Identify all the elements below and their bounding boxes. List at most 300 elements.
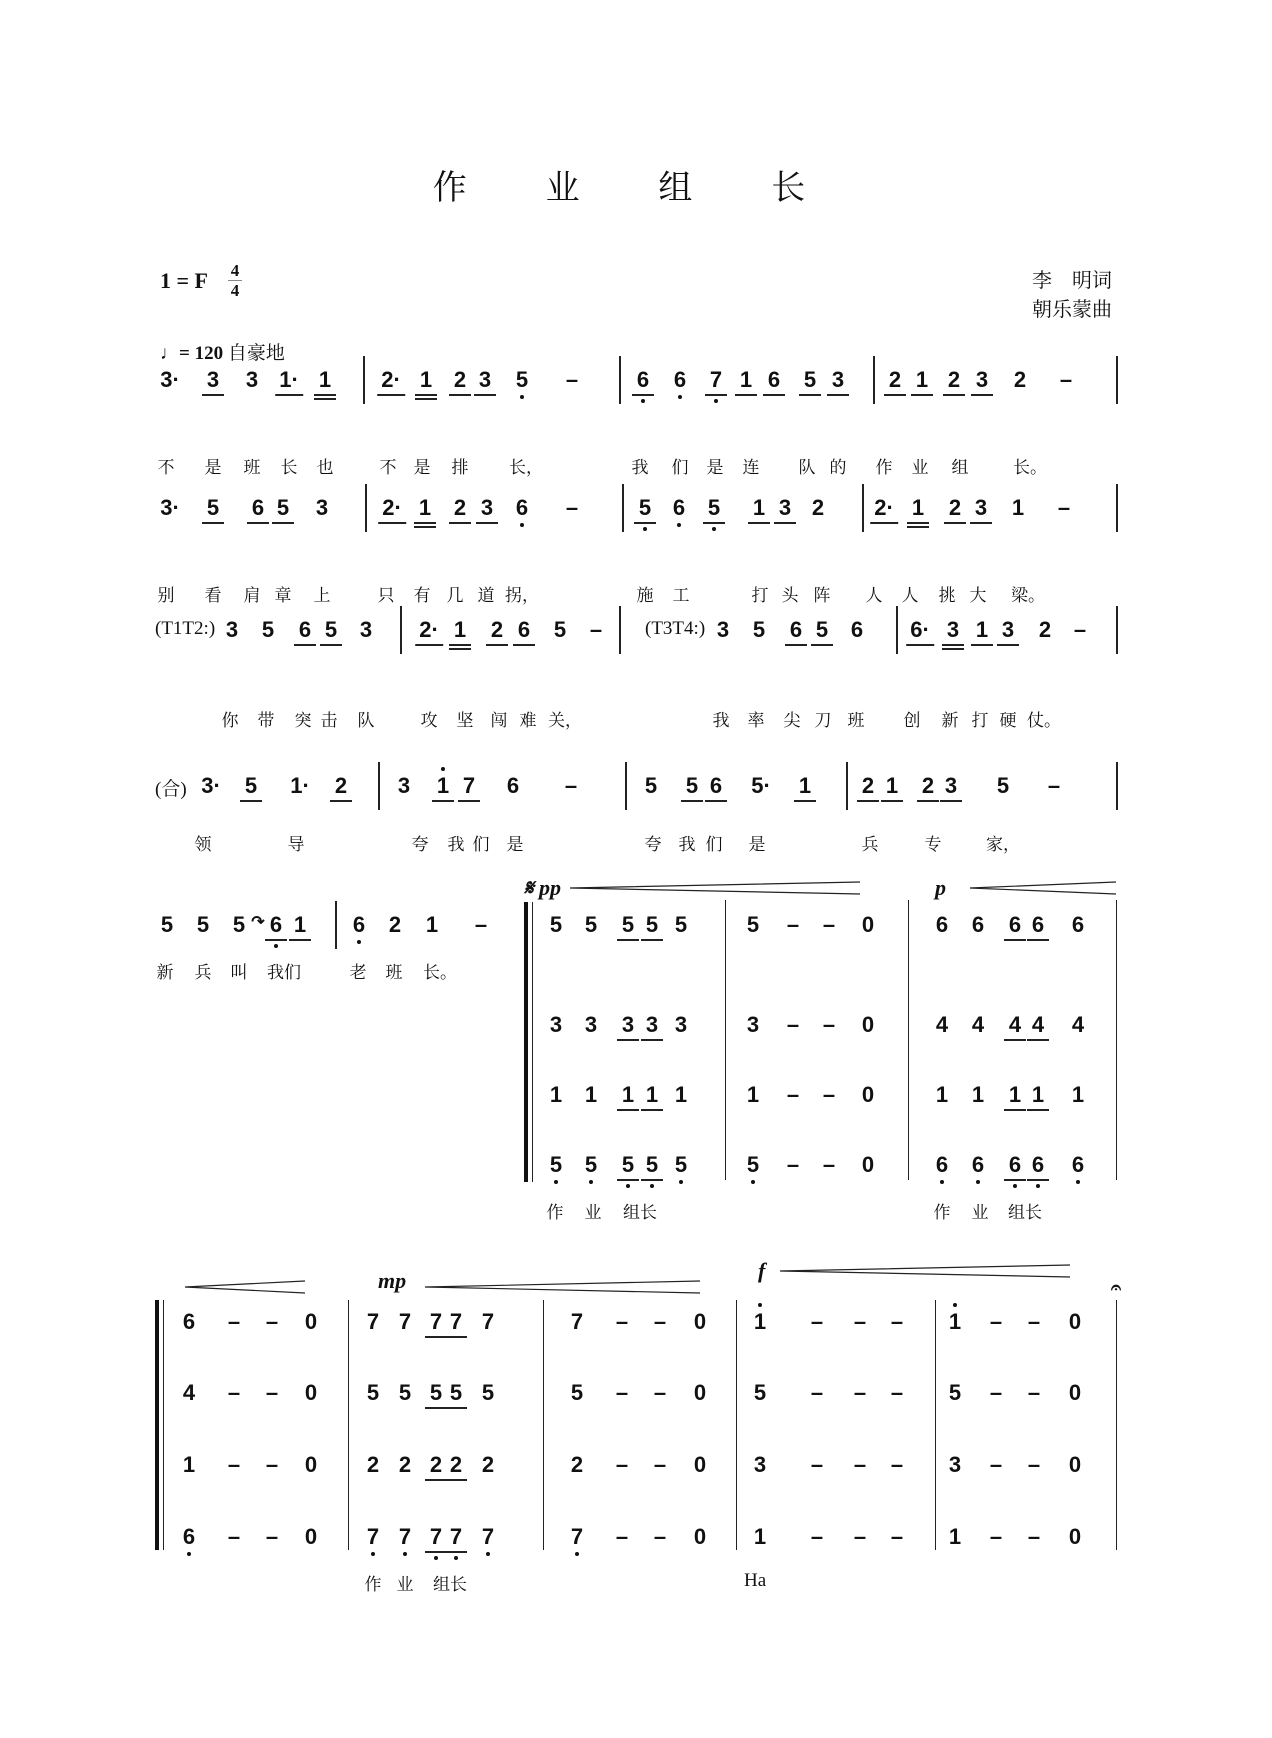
low-octave-dot	[940, 1180, 944, 1184]
lyric: 工	[672, 586, 690, 606]
note: 1	[621, 1082, 635, 1107]
note: 3·	[201, 773, 221, 798]
note: –	[822, 1152, 836, 1177]
note: 1	[915, 367, 929, 392]
lyric: 刀	[814, 711, 832, 731]
note: 6	[1008, 912, 1022, 937]
note: –	[853, 1524, 867, 1549]
note: 2	[481, 1452, 495, 1477]
lyric: 排	[451, 458, 469, 478]
crescendo-hairpin	[570, 881, 860, 895]
lyric: 队	[357, 711, 375, 731]
note: 1	[318, 367, 332, 392]
note: 5	[803, 367, 817, 392]
note: –	[227, 1452, 241, 1477]
note: 3	[245, 367, 259, 392]
barline	[1116, 1300, 1117, 1550]
low-octave-dot	[679, 1180, 683, 1184]
note: 6	[636, 367, 650, 392]
note: 1	[584, 1082, 598, 1107]
note: 5	[160, 912, 174, 937]
note: –	[265, 1309, 279, 1334]
lyric: 长。	[423, 963, 457, 983]
lyric: 业	[971, 1203, 989, 1223]
note: 1	[911, 495, 925, 520]
note: 3	[1001, 617, 1015, 642]
note: –	[653, 1452, 667, 1477]
note: –	[822, 1012, 836, 1037]
low-octave-dot	[751, 1180, 755, 1184]
note: 5	[644, 773, 658, 798]
note: 1	[453, 617, 467, 642]
note: 5	[481, 1380, 495, 1405]
note: –	[564, 773, 578, 798]
note: 2	[429, 1452, 443, 1477]
note: 6	[298, 617, 312, 642]
note: 1	[418, 495, 432, 520]
system-line	[532, 902, 533, 1182]
note: –	[822, 1082, 836, 1107]
barline	[725, 900, 726, 1180]
lyric: 也	[316, 458, 334, 478]
note: 0	[693, 1452, 707, 1477]
low-octave-dot	[712, 527, 716, 531]
note: –	[989, 1309, 1003, 1334]
note: –	[265, 1524, 279, 1549]
note: 4	[182, 1380, 196, 1405]
lyric: 夸	[644, 835, 662, 855]
note: 0	[693, 1524, 707, 1549]
note: 6	[506, 773, 520, 798]
note: 6	[767, 367, 781, 392]
note: 0	[861, 1012, 875, 1037]
note: 2	[811, 495, 825, 520]
lyric: 家，	[986, 835, 1020, 855]
note: 7	[429, 1524, 443, 1549]
note: 5	[570, 1380, 584, 1405]
note: –	[1047, 773, 1061, 798]
note: 7	[398, 1524, 412, 1549]
lyric: 我	[447, 835, 465, 855]
lyric: 打	[751, 586, 769, 606]
note: –	[822, 912, 836, 937]
arrow-icon: ↷	[251, 914, 265, 931]
lyric: 叫	[230, 963, 248, 983]
low-octave-dot	[575, 1552, 579, 1556]
note: 1	[975, 617, 989, 642]
lyric: 导	[287, 835, 305, 855]
lyric: 肩	[243, 586, 261, 606]
note: 2	[449, 1452, 463, 1477]
low-octave-dot	[520, 395, 524, 399]
lyric: 不	[379, 458, 397, 478]
barline	[378, 762, 380, 810]
lyric: 挑	[938, 586, 956, 606]
voice-label: (T3T4:)	[645, 618, 706, 639]
lyric: 组	[951, 458, 969, 478]
note: 7	[481, 1309, 495, 1334]
lyric: 作	[933, 1203, 951, 1223]
note: 2	[947, 367, 961, 392]
note: 3	[225, 617, 239, 642]
dynamic-f: f	[758, 1258, 766, 1283]
note: 6	[515, 495, 529, 520]
note: 2·	[381, 367, 401, 392]
low-octave-dot	[403, 1552, 407, 1556]
crescendo-hairpin	[185, 1280, 305, 1294]
note: 3·	[160, 495, 180, 520]
low-octave-dot	[187, 1552, 191, 1556]
note: 5	[707, 495, 721, 520]
low-octave-dot	[486, 1552, 490, 1556]
note: 6	[935, 912, 949, 937]
lyric: 组长	[623, 1203, 657, 1223]
lyric: 我	[712, 711, 730, 731]
lyric: 头	[781, 586, 799, 606]
note: –	[786, 1012, 800, 1037]
lyric: 是	[706, 458, 724, 478]
note: 2·	[419, 617, 439, 642]
note: 3	[549, 1012, 563, 1037]
lyric: 长。	[1013, 458, 1047, 478]
note: 5	[674, 1152, 688, 1177]
note: 3	[948, 1452, 962, 1477]
low-octave-dot	[641, 399, 645, 403]
song-title: 作 业 组 长	[432, 168, 840, 208]
note: 5	[645, 912, 659, 937]
note: 7	[398, 1309, 412, 1334]
low-octave-dot	[554, 1180, 558, 1184]
note: 5	[584, 1152, 598, 1177]
note: 2	[453, 495, 467, 520]
note: 2	[1013, 367, 1027, 392]
low-octave-dot	[1036, 1184, 1040, 1188]
note: 5	[515, 367, 529, 392]
note: 0	[693, 1380, 707, 1405]
note: –	[1059, 367, 1073, 392]
lyric: 有	[413, 586, 431, 606]
note: 5	[621, 912, 635, 937]
note: 3	[946, 617, 960, 642]
lyric: 领	[194, 835, 212, 855]
note: 1	[1008, 1082, 1022, 1107]
note: 1	[436, 773, 450, 798]
note: 3	[584, 1012, 598, 1037]
lyric: 是	[413, 458, 431, 478]
note: –	[1073, 617, 1087, 642]
lyric: 长，	[509, 458, 543, 478]
note: 1	[1071, 1082, 1085, 1107]
note: 1	[1011, 495, 1025, 520]
note: 0	[861, 1152, 875, 1177]
note: 7	[709, 367, 723, 392]
note: –	[1027, 1452, 1041, 1477]
note: –	[853, 1380, 867, 1405]
note: 2	[861, 773, 875, 798]
lyric: 人	[901, 586, 919, 606]
note: 7	[449, 1524, 463, 1549]
lyric: 我们	[267, 963, 301, 983]
lyric: 我	[631, 458, 649, 478]
lyric: 看	[204, 586, 222, 606]
high-octave-dot	[953, 1303, 957, 1307]
barline	[400, 606, 402, 654]
lyric: 夸	[411, 835, 429, 855]
barline	[1116, 356, 1118, 404]
note: 6	[251, 495, 265, 520]
barline	[1116, 484, 1118, 532]
note: 6	[1031, 1152, 1045, 1177]
note: 0	[1068, 1452, 1082, 1477]
note: –	[1057, 495, 1071, 520]
note: 6	[182, 1309, 196, 1334]
lyric: 新	[941, 711, 959, 731]
note: –	[265, 1452, 279, 1477]
barline	[543, 1300, 544, 1550]
note: 5	[429, 1380, 443, 1405]
lyric: 业	[584, 1203, 602, 1223]
lyric: 硬	[999, 711, 1017, 731]
note: –	[589, 617, 603, 642]
barline	[619, 356, 621, 404]
note: 5	[449, 1380, 463, 1405]
low-octave-dot	[520, 523, 524, 527]
system-line	[163, 1300, 164, 1550]
lyric: 新	[156, 963, 174, 983]
note: –	[810, 1452, 824, 1477]
note: 3	[480, 495, 494, 520]
low-octave-dot	[650, 1184, 654, 1188]
note: 1	[753, 1309, 767, 1334]
note: 5	[752, 617, 766, 642]
note: 5	[685, 773, 699, 798]
note: –	[227, 1524, 241, 1549]
note: 5	[244, 773, 258, 798]
note: 7	[429, 1309, 443, 1334]
lyric: 班	[243, 458, 261, 478]
note: 2	[948, 495, 962, 520]
note: 3	[975, 367, 989, 392]
barline	[625, 762, 627, 810]
lyric: 上	[313, 586, 331, 606]
note: 5	[196, 912, 210, 937]
expression-text: 自豪地	[227, 342, 285, 364]
lyric: 们	[472, 835, 490, 855]
lyric: 击	[320, 711, 338, 731]
note: –	[265, 1380, 279, 1405]
note: 5	[366, 1380, 380, 1405]
note: –	[653, 1309, 667, 1334]
lyric: 尖	[783, 711, 801, 731]
note: 5	[553, 617, 567, 642]
note: –	[227, 1309, 241, 1334]
note: 5	[948, 1380, 962, 1405]
barline	[935, 1300, 936, 1550]
lyric: 是	[748, 835, 766, 855]
note: 3	[645, 1012, 659, 1037]
note: –	[989, 1452, 1003, 1477]
note: 5	[638, 495, 652, 520]
note: 2	[570, 1452, 584, 1477]
note: –	[653, 1380, 667, 1405]
composer-credit: 朝乐蒙曲	[1032, 297, 1112, 321]
system-bracket	[524, 902, 528, 1182]
lyric: 作	[875, 458, 893, 478]
note: 6	[269, 912, 283, 937]
note: 6	[673, 367, 687, 392]
note: 1	[645, 1082, 659, 1107]
note: 5	[324, 617, 338, 642]
voice-label: (合)	[155, 779, 187, 800]
note: 6	[182, 1524, 196, 1549]
note: –	[565, 367, 579, 392]
note: 3	[206, 367, 220, 392]
note: 1	[746, 1082, 760, 1107]
note: 5	[261, 617, 275, 642]
note: 3	[753, 1452, 767, 1477]
note: 2	[388, 912, 402, 937]
note: 3	[397, 773, 411, 798]
note: 7	[481, 1524, 495, 1549]
note: 3	[315, 495, 329, 520]
note: 2	[1038, 617, 1052, 642]
time-signature: 4 4	[228, 262, 242, 299]
note: 5	[398, 1380, 412, 1405]
note: 1	[885, 773, 899, 798]
lyric: 的	[829, 458, 847, 478]
note: –	[1027, 1309, 1041, 1334]
barline	[335, 901, 337, 949]
note: 6	[935, 1152, 949, 1177]
lyric: 连	[742, 458, 760, 478]
note: 6·	[910, 617, 930, 642]
note: 0	[1068, 1380, 1082, 1405]
note: 2	[490, 617, 504, 642]
note: 6	[1071, 912, 1085, 937]
note: 2·	[874, 495, 894, 520]
note: –	[786, 1152, 800, 1177]
note: –	[615, 1524, 629, 1549]
note: 2	[334, 773, 348, 798]
note: 6	[517, 617, 531, 642]
note: 1	[948, 1524, 962, 1549]
lyric: 大	[969, 586, 987, 606]
low-octave-dot	[976, 1180, 980, 1184]
note: 1	[674, 1082, 688, 1107]
barline	[862, 484, 864, 532]
system-bracket	[155, 1300, 159, 1550]
note: 5	[996, 773, 1010, 798]
lyric: 兵	[194, 963, 212, 983]
note: –	[989, 1524, 1003, 1549]
note: 5	[746, 912, 760, 937]
lyric: 业	[911, 458, 929, 478]
note: 1	[182, 1452, 196, 1477]
note: 3	[778, 495, 792, 520]
lyric: 你	[221, 711, 239, 731]
note: 5	[753, 1380, 767, 1405]
note: 7	[366, 1309, 380, 1334]
low-octave-dot	[678, 395, 682, 399]
lyric: 班	[847, 711, 865, 731]
note: 1	[798, 773, 812, 798]
note: 0	[304, 1452, 318, 1477]
note: –	[565, 495, 579, 520]
key-signature: 1 = F	[160, 268, 208, 293]
note: –	[810, 1380, 824, 1405]
barline	[622, 484, 624, 532]
note: 0	[861, 912, 875, 937]
lyric: 突	[294, 711, 312, 731]
low-octave-dot	[1076, 1180, 1080, 1184]
note: –	[890, 1524, 904, 1549]
dynamic-p: p	[935, 875, 946, 900]
note: 3	[359, 617, 373, 642]
note: 5	[206, 495, 220, 520]
lyric: 闯	[490, 711, 508, 731]
lyric: 组长	[1008, 1203, 1042, 1223]
lyric: 兵	[861, 835, 879, 855]
lyric: 带	[257, 711, 275, 731]
note: 4	[935, 1012, 949, 1037]
note: 0	[861, 1082, 875, 1107]
note: 0	[1068, 1524, 1082, 1549]
note: –	[786, 912, 800, 937]
lyric: 班	[385, 963, 403, 983]
note: –	[615, 1309, 629, 1334]
note: 1	[1031, 1082, 1045, 1107]
barline	[736, 1300, 737, 1550]
note: 2	[921, 773, 935, 798]
lyric: 坚	[456, 711, 474, 731]
lyric: 专	[924, 835, 942, 855]
voice-label: (T1T2:)	[155, 618, 216, 639]
note: 6	[1071, 1152, 1085, 1177]
note: 6	[709, 773, 723, 798]
barline	[619, 606, 621, 654]
lyric: 队	[798, 458, 816, 478]
note: 6	[672, 495, 686, 520]
note: 1	[752, 495, 766, 520]
note: –	[786, 1082, 800, 1107]
note: 5	[815, 617, 829, 642]
lyric: 作	[546, 1203, 564, 1223]
note: 3	[944, 773, 958, 798]
lyric: 难	[519, 711, 537, 731]
note: 5	[746, 1152, 760, 1177]
lyric: 长	[280, 458, 298, 478]
note: 1	[948, 1309, 962, 1334]
crescendo-hairpin	[780, 1264, 1070, 1278]
barline	[896, 606, 898, 654]
barline	[348, 1300, 349, 1550]
low-octave-dot	[677, 523, 681, 527]
low-octave-dot	[357, 940, 361, 944]
lyric: 施	[636, 586, 654, 606]
barline	[365, 484, 367, 532]
note: 2	[453, 367, 467, 392]
lyric: 不	[157, 458, 175, 478]
note: 1	[935, 1082, 949, 1107]
note: 6	[971, 912, 985, 937]
note: 2·	[382, 495, 402, 520]
note: 1	[739, 367, 753, 392]
note: 3·	[160, 367, 180, 392]
note: –	[890, 1452, 904, 1477]
note: 0	[304, 1524, 318, 1549]
note: 4	[1071, 1012, 1085, 1037]
lyric: 攻	[420, 711, 438, 731]
